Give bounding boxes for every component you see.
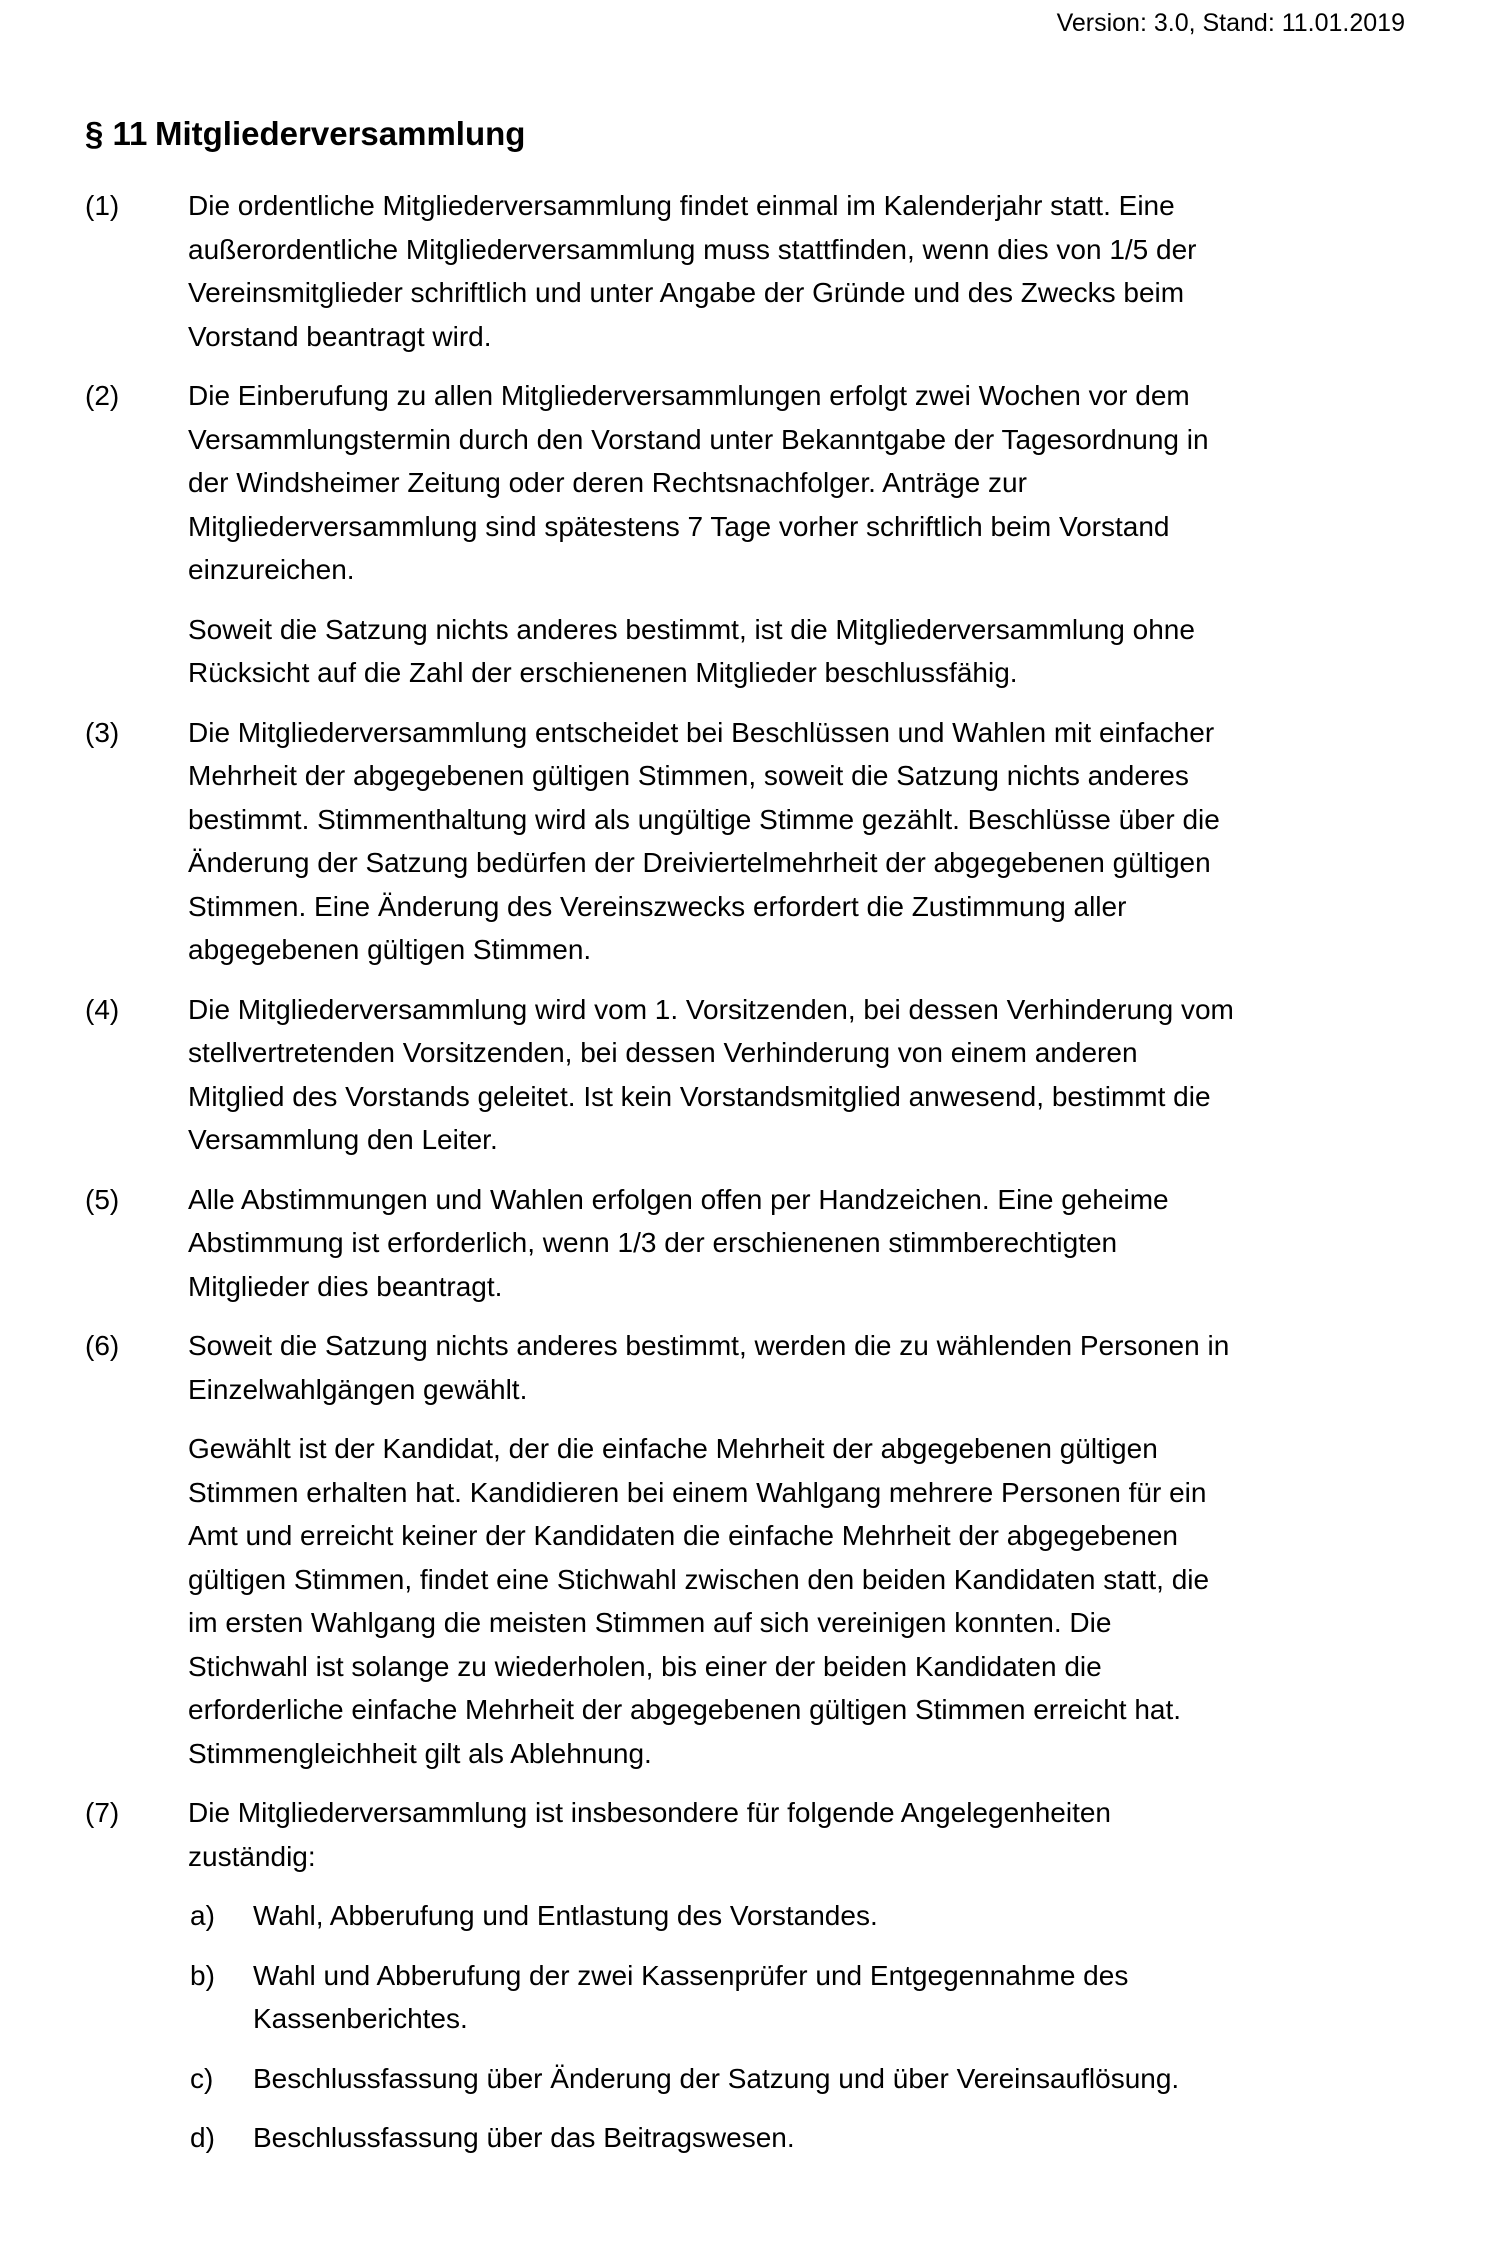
list-item <box>190 2116 1415 2160</box>
paragraph <box>85 1324 1415 1411</box>
text-line: Stimmen. Eine Änderung des Vereinszwecks erfordert die Zustimmung aller <box>188 890 1127 922</box>
text-line: erforderliche einfache Mehrheit der abgegebenen gültigen Stimmen erreicht hat. <box>188 1694 1182 1725</box>
paragraph-number: (5) <box>85 1183 120 1215</box>
list-item-marker: d) <box>190 2122 215 2153</box>
text-line: gültigen Stimmen, findet eine Stichwahl zwischen den beiden Kandidaten statt, die <box>188 1563 1210 1595</box>
text-line: Soweit die Satzung nichts anderes bestimmt, ist die Mitgliederversammlung ohne <box>188 613 1195 645</box>
paragraph <box>85 1427 1415 1775</box>
section-number: § 11 <box>85 115 148 152</box>
paragraphs <box>0 184 1500 2160</box>
text-line: Beschlussfassung über Änderung der Satzung und über Vereinsauflösung. <box>253 2062 1180 2094</box>
paragraph-text <box>188 1427 1415 1775</box>
text-line: Amt und erreicht keiner der Kandidaten die einfache Mehrheit der abgegebenen <box>188 1520 1178 1551</box>
text-line: Versammlung den Leiter. <box>188 1124 498 1155</box>
paragraph-text <box>188 711 1415 972</box>
text-line: Stimmengleichheit gilt als Ablehnung. <box>188 1737 652 1769</box>
paragraph-number <box>85 1427 188 1775</box>
paragraph <box>85 1791 1415 1878</box>
text-line: Mitgliederversammlung sind spätestens 7 Tage vorher schriftlich beim Vorstand <box>188 510 1170 542</box>
paragraph <box>85 374 1415 592</box>
paragraph-number: (2) <box>85 380 120 411</box>
text-line: Änderung der Satzung bedürfen der Dreiviertelmehrheit der abgegebenen gültigen <box>188 847 1211 878</box>
text-line: Rücksicht auf die Zahl der erschienenen Mitglieder beschlussfähig. <box>188 657 1018 688</box>
text-line: Die ordentliche Mitgliederversammlung findet einmal im Kalenderjahr statt. Eine <box>188 190 1175 221</box>
paragraph <box>85 711 1415 972</box>
list-item-marker: c) <box>190 2062 214 2094</box>
text-line: bestimmt. Stimmenthaltung wird als ungültige Stimme gezählt. Beschlüsse über die <box>188 803 1220 835</box>
text-line: stellvertretenden Vorsitzenden, bei dessen Verhinderung von einem anderen <box>188 1037 1138 1068</box>
list-item-text <box>253 2116 1415 2160</box>
text-line: der Windsheimer Zeitung oder deren Rechtsnachfolger. Anträge zur <box>188 467 1027 498</box>
text-line: Wahl, Abberufung und Entlastung des Vorstandes. <box>253 1900 878 1931</box>
paragraph <box>85 608 1415 695</box>
paragraph-text <box>188 184 1415 358</box>
paragraph-text <box>188 1791 1415 1878</box>
text-line: Soweit die Satzung nichts anderes bestimmt, werden die zu wählenden Personen in <box>188 1330 1230 1361</box>
paragraph <box>85 988 1415 1162</box>
paragraph-number: (6) <box>85 1330 120 1361</box>
text-line: Wahl und Abberufung der zwei Kassenprüfer und Entgegennahme des <box>253 1959 1129 1991</box>
list-item <box>190 2057 1415 2101</box>
list-item-text <box>253 1954 1415 2041</box>
list-item-text <box>253 2057 1415 2101</box>
paragraph-number: (1) <box>85 190 120 221</box>
text-line: Stimmen erhalten hat. Kandidieren bei einem Wahlgang mehrere Personen für ein <box>188 1476 1207 1508</box>
text-line: Stichwahl ist solange zu wiederholen, bis einer der beiden Kandidaten die <box>188 1650 1102 1682</box>
text-line: Die Mitgliederversammlung wird vom 1. Vorsitzenden, bei dessen Verhinderung vom <box>188 993 1234 1025</box>
paragraph-text <box>188 1178 1415 1309</box>
list-item-text <box>253 1894 1415 1938</box>
paragraph-number <box>85 608 188 695</box>
version-stamp: Version: 3.0, Stand: 11.01.2019 <box>1056 9 1405 37</box>
text-line: Die Einberufung zu allen Mitgliederversammlungen erfolgt zwei Wochen vor dem <box>188 380 1190 411</box>
text-line: abgegebenen gültigen Stimmen. <box>188 934 592 965</box>
paragraph <box>85 184 1415 358</box>
text-line: Kassenberichtes. <box>253 2003 468 2034</box>
paragraph-number: (7) <box>85 1797 120 1828</box>
text-line: zuständig: <box>188 1840 316 1872</box>
text-line: Mehrheit der abgegebenen gültigen Stimmen, soweit die Satzung nichts anderes <box>188 760 1189 791</box>
list-item-marker: b) <box>190 1959 215 1991</box>
text-line: Gewählt ist der Kandidat, der die einfache Mehrheit der abgegebenen gültigen <box>188 1433 1158 1464</box>
text-line: im ersten Wahlgang die meisten Stimmen auf sich vereinigen konnten. Die <box>188 1607 1112 1638</box>
paragraph <box>85 1178 1415 1309</box>
paragraph-number: (3) <box>85 716 120 748</box>
text-line: Alle Abstimmungen und Wahlen erfolgen offen per Handzeichen. Eine geheime <box>188 1183 1169 1215</box>
text-line: einzureichen. <box>188 554 355 585</box>
text-line: Beschlussfassung über das Beitragswesen. <box>253 2122 795 2153</box>
text-line: Einzelwahlgängen gewählt. <box>188 1373 528 1405</box>
document-body <box>0 114 1500 2176</box>
paragraph-text <box>188 374 1415 592</box>
text-line: Mitglied des Vorstands geleitet. Ist kein Vorstandsmitglied anwesend, bestimmt die <box>188 1080 1211 1112</box>
text-line: Die Mitgliederversammlung entscheidet bei Beschlüssen und Wahlen mit einfacher <box>188 716 1215 748</box>
text-line: Abstimmung ist erforderlich, wenn 1/3 der erschienenen stimmberechtigten <box>188 1227 1118 1258</box>
text-line: Vorstand beantragt wird. <box>188 320 492 352</box>
paragraph-text <box>188 988 1415 1162</box>
section-title: Mitgliederversammlung <box>155 115 526 152</box>
list-item <box>190 1954 1415 2041</box>
text-line: Mitglieder dies beantragt. <box>188 1270 503 1302</box>
section-heading <box>85 114 1410 154</box>
paragraph-text <box>188 608 1415 695</box>
text-line: Die Mitgliederversammlung ist insbesondere für folgende Angelegenheiten <box>188 1797 1112 1828</box>
text-line: Vereinsmitglieder schriftlich und unter Angabe der Gründe und des Zwecks beim <box>188 277 1185 308</box>
text-line: Versammlungstermin durch den Vorstand unter Bekanntgabe der Tagesordnung in <box>188 423 1209 455</box>
list-item-marker: a) <box>190 1900 215 1931</box>
text-line: außerordentliche Mitgliederversammlung muss stattfinden, wenn dies von 1/5 der <box>188 233 1197 265</box>
list-item <box>190 1894 1415 1938</box>
paragraph-text <box>188 1324 1415 1411</box>
paragraph-number: (4) <box>85 993 120 1025</box>
